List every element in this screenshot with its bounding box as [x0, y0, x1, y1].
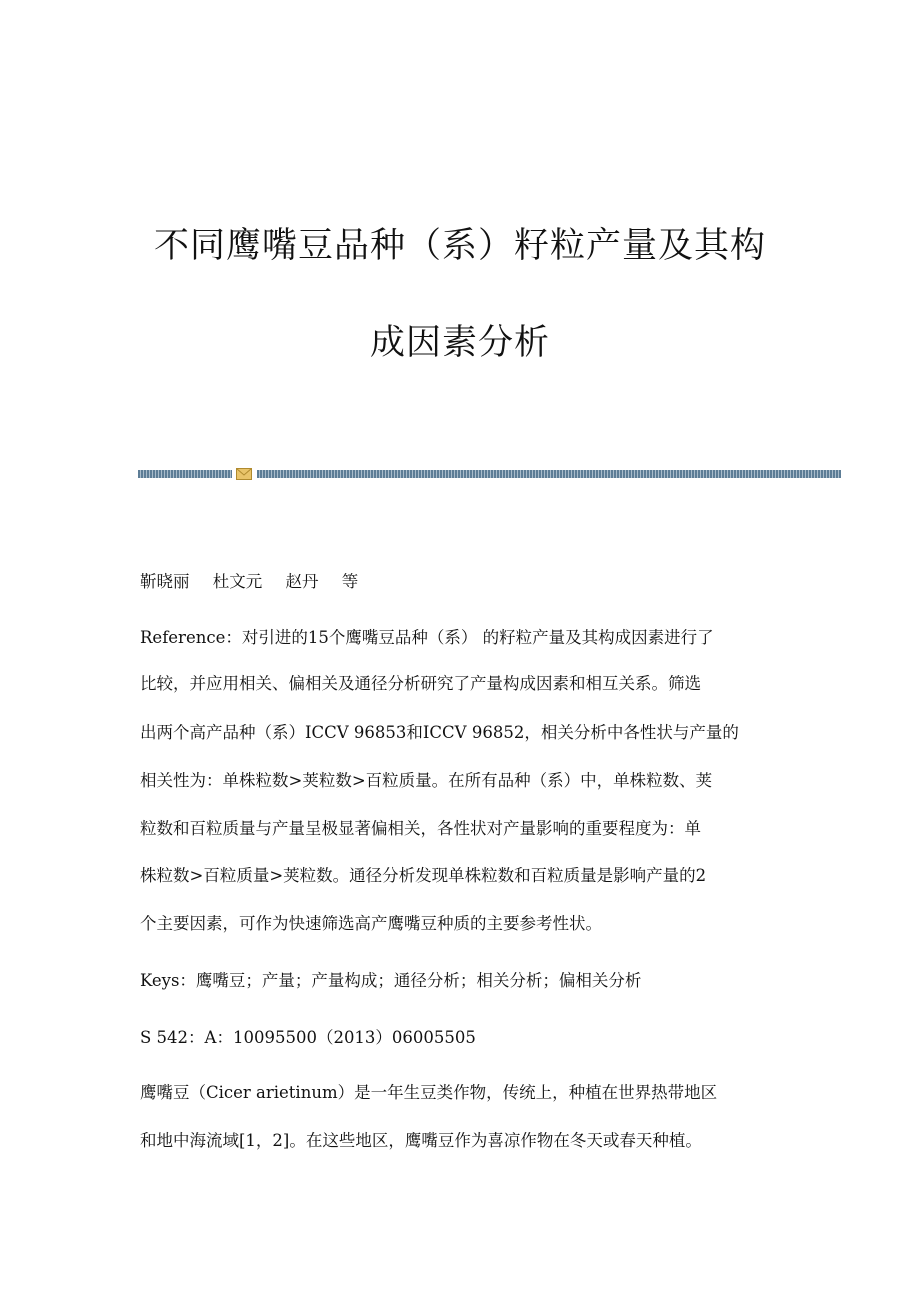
author-name: 赵丹: [285, 572, 319, 591]
author-list: [140, 568, 800, 592]
abstract-line: 相关性为：单株粒数>荚粒数>百粒质量。在所有品种（系）中，单株粒数、荚: [140, 771, 713, 790]
intro-line: 鹰嘴豆（Cicer arietinum）是一年生豆类作物，传统上，种植在世界热带地区: [140, 1083, 718, 1102]
keywords: Keys：鹰嘴豆；产量；产量构成；通径分析；相关分析；偏相关分析: [140, 971, 642, 990]
title-divider-right: [257, 470, 841, 478]
author-name: 靳晓丽: [140, 572, 190, 591]
abstract-line: 个主要因素，可作为快速筛选高产鹰嘴豆种质的主要参考性状。: [140, 914, 602, 933]
abstract-line: 比较，并应用相关、偏相关及通径分析研究了产量构成因素和相互关系。筛选: [140, 674, 701, 693]
intro-line: 和地中海流域[1，2]。在这些地区，鹰嘴豆作为喜凉作物在冬天或春天种植。: [140, 1131, 702, 1150]
title-divider-left: [138, 470, 232, 478]
abstract-line: Reference：对引进的15个鹰嘴豆品种（系） 的籽粒产量及其构成因素进行了: [140, 628, 714, 647]
paper-title-line-2: 成因素分析: [369, 323, 550, 363]
classification-code: S 542：A：10095500（2013）06005505: [140, 1028, 476, 1047]
abstract-line: 粒数和百粒质量与产量呈极显著偏相关，各性状对产量影响的重要程度为：单: [140, 819, 701, 838]
abstract-line: 出两个高产品种（系）ICCV 96853和ICCV 96852，相关分析中各性状与产量的: [140, 723, 739, 742]
abstract-line: 株粒数>百粒质量>荚粒数。通径分析发现单株粒数和百粒质量是影响产量的2: [140, 866, 707, 885]
paper-title-line-1: 不同鹰嘴豆品种（系）籽粒产量及其构: [153, 226, 766, 266]
author-etal: 等: [341, 572, 359, 591]
author-name: 杜文元: [212, 572, 263, 591]
envelope-icon: [236, 468, 252, 480]
